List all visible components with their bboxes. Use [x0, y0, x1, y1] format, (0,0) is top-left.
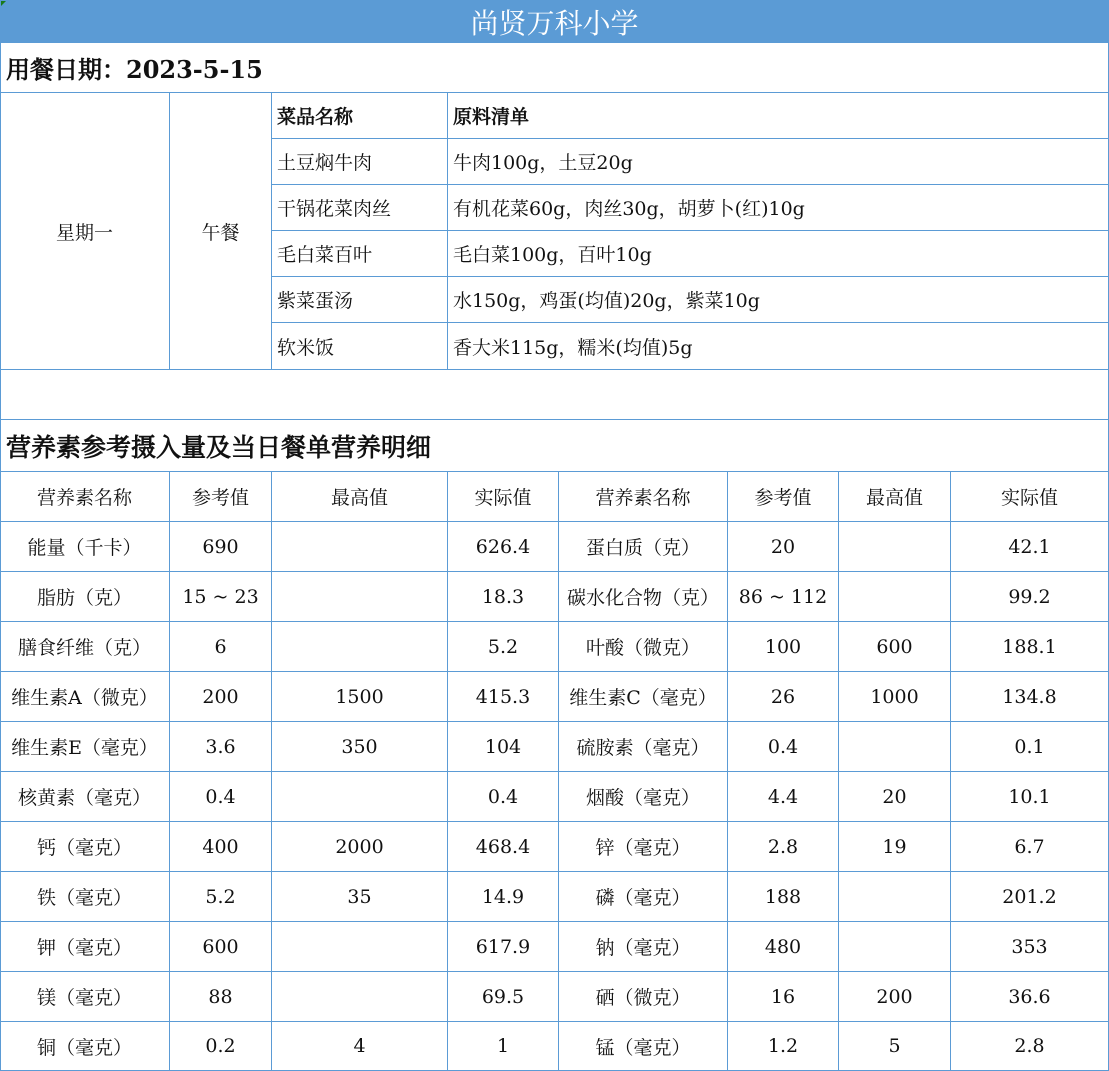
- dish-name[interactable]: 紫菜蛋汤: [272, 277, 448, 323]
- nutrient-name[interactable]: 维生素C（毫克）: [559, 672, 728, 722]
- max-value[interactable]: 4: [272, 1022, 448, 1071]
- max-value[interactable]: 200: [839, 972, 951, 1022]
- reference-value[interactable]: 2.8: [728, 822, 839, 872]
- actual-value[interactable]: 6.7: [951, 822, 1109, 872]
- reference-value[interactable]: 5.2: [170, 872, 272, 922]
- reference-value[interactable]: 88: [170, 972, 272, 1022]
- nutrient-name[interactable]: 锌（毫克）: [559, 822, 728, 872]
- nutrient-name[interactable]: 维生素E（毫克）: [0, 722, 170, 772]
- nutrient-name[interactable]: 锰（毫克）: [559, 1022, 728, 1071]
- reference-value[interactable]: 15 ~ 23: [170, 572, 272, 622]
- actual-value[interactable]: 14.9: [448, 872, 559, 922]
- actual-value[interactable]: 134.8: [951, 672, 1109, 722]
- reference-value[interactable]: 188: [728, 872, 839, 922]
- reference-value[interactable]: 1.2: [728, 1022, 839, 1071]
- nutrient-name[interactable]: 钠（毫克）: [559, 922, 728, 972]
- reference-value[interactable]: 100: [728, 622, 839, 672]
- actual-value[interactable]: 2.8: [951, 1022, 1109, 1071]
- reference-value[interactable]: 0.4: [728, 722, 839, 772]
- school-title[interactable]: 尚贤万科小学: [0, 0, 1109, 43]
- actual-value-header[interactable]: 实际值: [951, 472, 1109, 522]
- nutrient-name[interactable]: 叶酸（微克）: [559, 622, 728, 672]
- actual-value[interactable]: 1: [448, 1022, 559, 1071]
- weekday-cell[interactable]: 星期一: [0, 93, 170, 370]
- dish-ingredients[interactable]: 有机花菜60g，肉丝30g，胡萝卜(红)10g: [448, 185, 1109, 231]
- max-value[interactable]: [272, 522, 448, 572]
- cell-comment-marker: [1, 1, 6, 6]
- actual-value[interactable]: 415.3: [448, 672, 559, 722]
- max-value[interactable]: 350: [272, 722, 448, 772]
- meal-date[interactable]: 用餐日期：2023-5-15: [0, 43, 1109, 93]
- actual-value[interactable]: 36.6: [951, 972, 1109, 1022]
- actual-value[interactable]: 5.2: [448, 622, 559, 672]
- nutrient-name-header[interactable]: 营养素名称: [559, 472, 728, 522]
- reference-value[interactable]: 16: [728, 972, 839, 1022]
- actual-value[interactable]: 18.3: [448, 572, 559, 622]
- max-value[interactable]: [272, 772, 448, 822]
- dish-name[interactable]: 土豆焖牛肉: [272, 139, 448, 185]
- dish-ingredients[interactable]: 香大米115g，糯米(均值)5g: [448, 323, 1109, 370]
- max-value[interactable]: [272, 922, 448, 972]
- reference-value[interactable]: 400: [170, 822, 272, 872]
- nutrition-section-title[interactable]: 营养素参考摄入量及当日餐单营养明细: [0, 420, 1109, 472]
- max-value[interactable]: [272, 622, 448, 672]
- nutrient-name-header[interactable]: 营养素名称: [0, 472, 170, 522]
- reference-value[interactable]: 0.2: [170, 1022, 272, 1071]
- max-value[interactable]: 20: [839, 772, 951, 822]
- max-value-header[interactable]: 最高值: [272, 472, 448, 522]
- max-value[interactable]: 1500: [272, 672, 448, 722]
- max-value[interactable]: [839, 922, 951, 972]
- dish-ingredients[interactable]: 水150g，鸡蛋(均值)20g，紫菜10g: [448, 277, 1109, 323]
- max-value[interactable]: [839, 722, 951, 772]
- nutrient-name[interactable]: 膳食纤维（克）: [0, 622, 170, 672]
- dish-ingredients[interactable]: 毛白菜100g，百叶10g: [448, 231, 1109, 277]
- reference-value[interactable]: 6: [170, 622, 272, 672]
- reference-value[interactable]: 86 ~ 112: [728, 572, 839, 622]
- actual-value[interactable]: 99.2: [951, 572, 1109, 622]
- reference-value[interactable]: 200: [170, 672, 272, 722]
- nutrient-name[interactable]: 烟酸（毫克）: [559, 772, 728, 822]
- max-value[interactable]: [839, 522, 951, 572]
- dish-name[interactable]: 毛白菜百叶: [272, 231, 448, 277]
- max-value[interactable]: 35: [272, 872, 448, 922]
- max-value[interactable]: [839, 872, 951, 922]
- dish-name[interactable]: 干锅花菜肉丝: [272, 185, 448, 231]
- reference-value[interactable]: 690: [170, 522, 272, 572]
- actual-value[interactable]: 104: [448, 722, 559, 772]
- actual-value[interactable]: 201.2: [951, 872, 1109, 922]
- nutrient-name[interactable]: 硒（微克）: [559, 972, 728, 1022]
- max-value[interactable]: [272, 572, 448, 622]
- max-value[interactable]: 19: [839, 822, 951, 872]
- actual-value[interactable]: 626.4: [448, 522, 559, 572]
- actual-value[interactable]: 188.1: [951, 622, 1109, 672]
- actual-value-header[interactable]: 实际值: [448, 472, 559, 522]
- nutrient-name[interactable]: 钾（毫克）: [0, 922, 170, 972]
- max-value[interactable]: [839, 572, 951, 622]
- reference-value[interactable]: 3.6: [170, 722, 272, 772]
- ingredients-header[interactable]: 原料清单: [448, 93, 1109, 139]
- nutrient-name[interactable]: 脂肪（克）: [0, 572, 170, 622]
- nutrient-name[interactable]: 核黄素（毫克）: [0, 772, 170, 822]
- actual-value[interactable]: 0.4: [448, 772, 559, 822]
- actual-value[interactable]: 42.1: [951, 522, 1109, 572]
- reference-value-header[interactable]: 参考值: [170, 472, 272, 522]
- actual-value[interactable]: 69.5: [448, 972, 559, 1022]
- nutrient-name[interactable]: 铁（毫克）: [0, 872, 170, 922]
- reference-value[interactable]: 600: [170, 922, 272, 972]
- nutrient-name[interactable]: 蛋白质（克）: [559, 522, 728, 572]
- max-value-header[interactable]: 最高值: [839, 472, 951, 522]
- max-value[interactable]: 600: [839, 622, 951, 672]
- max-value[interactable]: 1000: [839, 672, 951, 722]
- actual-value[interactable]: 468.4: [448, 822, 559, 872]
- reference-value[interactable]: 4.4: [728, 772, 839, 822]
- dish-ingredients[interactable]: 牛肉100g，土豆20g: [448, 139, 1109, 185]
- dish-name-header[interactable]: 菜品名称: [272, 93, 448, 139]
- actual-value[interactable]: 353: [951, 922, 1109, 972]
- reference-value[interactable]: 20: [728, 522, 839, 572]
- nutrient-name[interactable]: 钙（毫克）: [0, 822, 170, 872]
- reference-value-header[interactable]: 参考值: [728, 472, 839, 522]
- nutrient-name[interactable]: 铜（毫克）: [0, 1022, 170, 1071]
- reference-value[interactable]: 480: [728, 922, 839, 972]
- max-value[interactable]: [272, 972, 448, 1022]
- reference-value[interactable]: 26: [728, 672, 839, 722]
- nutrient-name[interactable]: 硫胺素（毫克）: [559, 722, 728, 772]
- nutrient-name[interactable]: 维生素A（微克）: [0, 672, 170, 722]
- actual-value[interactable]: 10.1: [951, 772, 1109, 822]
- max-value[interactable]: 5: [839, 1022, 951, 1071]
- meal-type-cell[interactable]: 午餐: [170, 93, 272, 370]
- nutrient-name[interactable]: 镁（毫克）: [0, 972, 170, 1022]
- nutrient-name[interactable]: 碳水化合物（克）: [559, 572, 728, 622]
- max-value[interactable]: 2000: [272, 822, 448, 872]
- nutrient-name[interactable]: 能量（千卡）: [0, 522, 170, 572]
- reference-value[interactable]: 0.4: [170, 772, 272, 822]
- empty-row[interactable]: [0, 370, 1109, 420]
- nutrient-name[interactable]: 磷（毫克）: [559, 872, 728, 922]
- dish-name[interactable]: 软米饭: [272, 323, 448, 370]
- actual-value[interactable]: 617.9: [448, 922, 559, 972]
- actual-value[interactable]: 0.1: [951, 722, 1109, 772]
